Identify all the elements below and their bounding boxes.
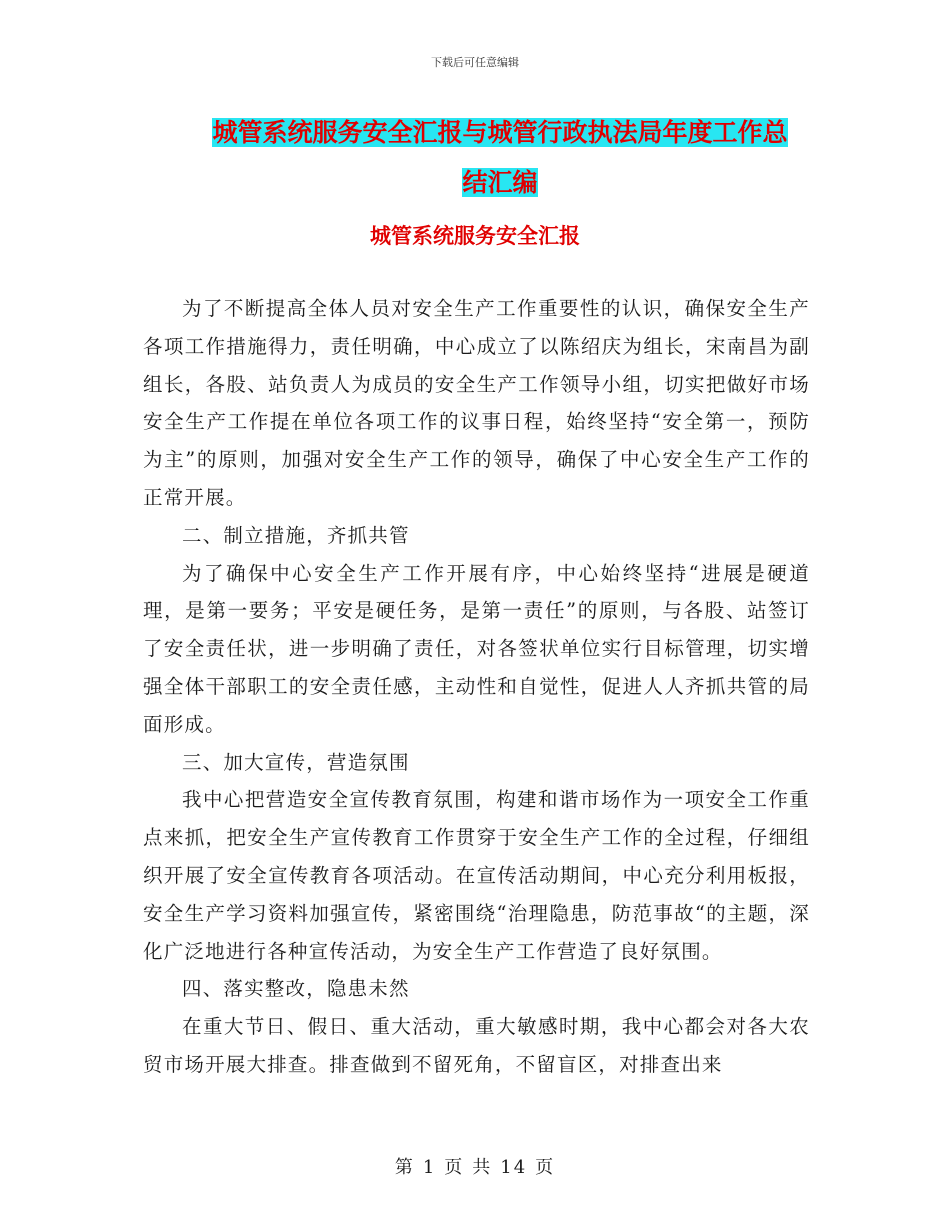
footer-page-unit: 页	[444, 1157, 465, 1178]
document-body	[143, 290, 810, 1084]
subheading: 三、加大宣传，营造氛围	[182, 750, 410, 774]
document-title	[130, 108, 870, 208]
document-title-line1: 城管系统服务安全汇报与城管行政执法局年度工作总	[212, 118, 788, 147]
page-footer	[0, 1153, 950, 1179]
document-title-line2: 结汇编	[462, 168, 538, 197]
paragraph: 为了不断提高全体人员对安全生产工作重要性的认识，确保安全生产各项工作措施得力，责任明确，中心成立了以陈绍庆为组长，宋南昌为副组长，各股、站负责人为成员的安全生产工作领导小组，切实把做好市场安全生产工作提在单位各项工作的议事日程，始终坚持“安全第一，预防为主”的原则，加强对安全生产工作的领导，确保了中心安全生产工作的正常开展。	[143, 297, 810, 509]
footer-total-prefix: 共	[472, 1157, 493, 1178]
page-number: 1	[422, 1157, 437, 1178]
footer-prefix: 第	[394, 1157, 415, 1178]
paragraph: 在重大节日、假日、重大活动，重大敏感时期，我中心都会对各大农贸市场开展大排查。排查做到不留死角，不留盲区，对排查出来	[143, 1015, 810, 1076]
footer-total-unit: 页	[535, 1157, 556, 1178]
header-note: 下载后可任意编辑	[431, 56, 519, 69]
total-pages: 14	[500, 1157, 528, 1178]
subheading: 四、落实整改，隐患未然	[182, 977, 410, 1001]
paragraph: 我中心把营造安全宣传教育氛围，构建和谐市场作为一项安全工作重点来抓，把安全生产宣传教育工作贯穿于安全生产工作的全过程，仔细组织开展了安全宣传教育各项活动。在宣传活动期间，中心充分利用板报，安全生产学习资料加强宣传，紧密围绕“治理隐患，防范事故“的主题，深化广泛地进行各种宣传活动，为安全生产工作营造了良好氛围。	[143, 788, 810, 963]
paragraph: 为了确保中心安全生产工作开展有序，中心始终坚持“进展是硬道理，是第一要务；平安是硬任务，是第一责任”的原则，与各股、站签订了安全责任状，进一步明确了责任，对各签状单位实行目标管理，切实增强全体干部职工的安全责任感，主动性和自觉性，促进人人齐抓共管的局面形成。	[143, 561, 810, 736]
subheading: 二、制立措施，齐抓共管	[182, 523, 410, 547]
section-title: 城管系统服务安全汇报	[370, 224, 580, 248]
